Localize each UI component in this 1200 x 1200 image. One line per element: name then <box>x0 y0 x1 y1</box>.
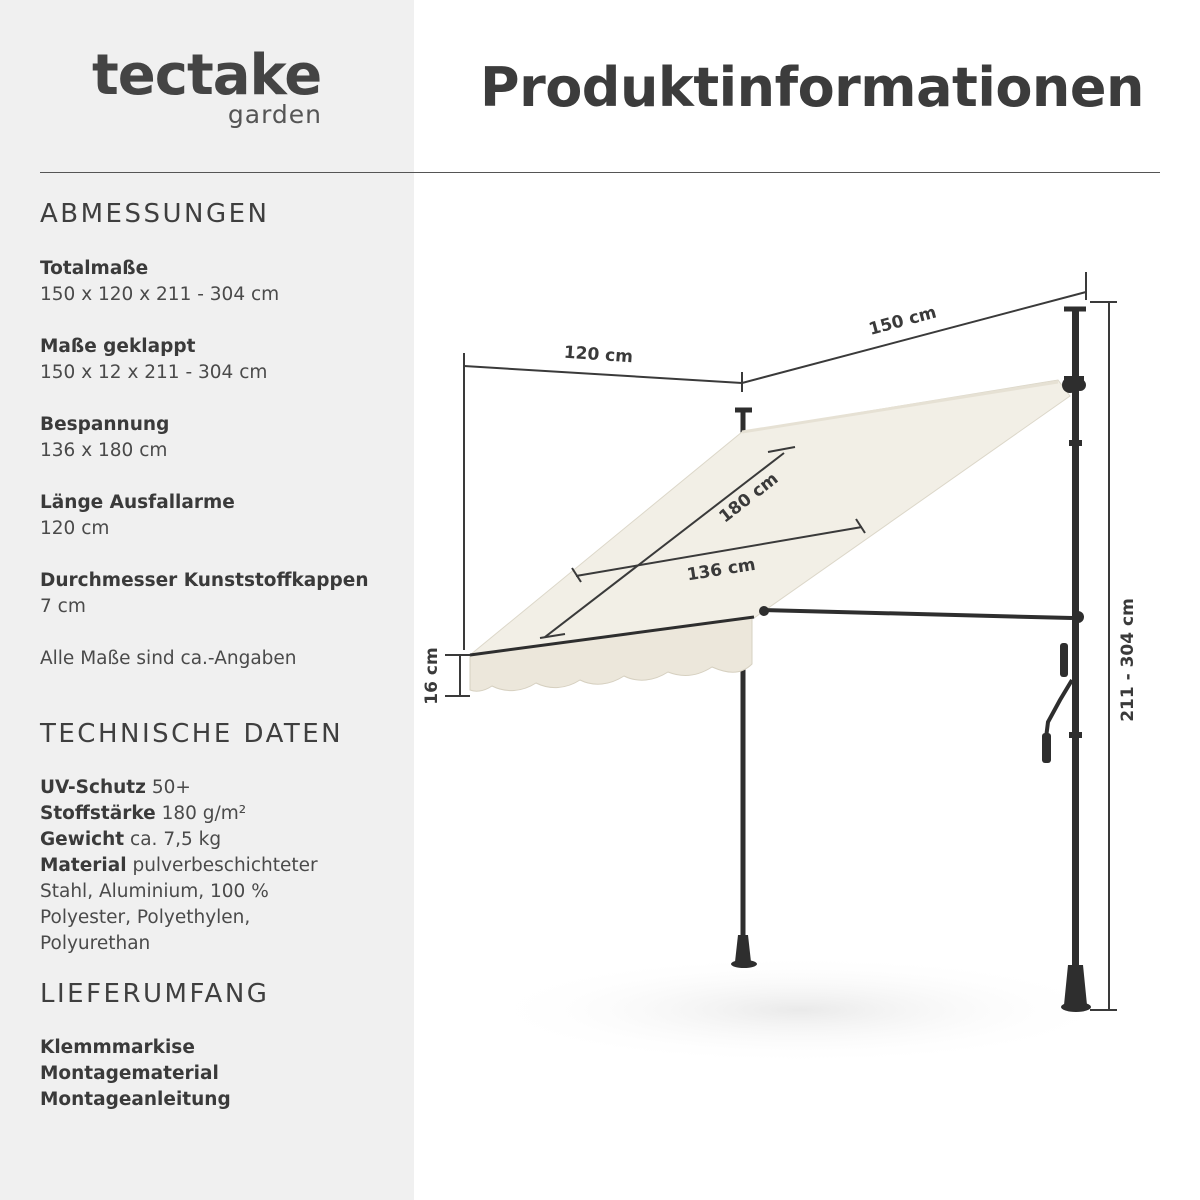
approx-note: Alle Maße sind ca.-Angaben <box>40 648 297 669</box>
spec-value-folded: 150 x 12 x 211 - 304 cm <box>40 362 268 383</box>
label-fabric-length: 180 cm <box>715 468 783 528</box>
tech-material-value-1: pulverbeschichteter <box>132 855 318 876</box>
tech-fabric-value: 180 g/m² <box>161 803 247 824</box>
scope-list <box>40 1035 231 1113</box>
crank-handle <box>1042 643 1072 763</box>
spec-label-cap-diameter: Durchmesser Kunststoffkappen <box>40 570 369 591</box>
spec-value-cover: 136 x 180 cm <box>40 440 168 461</box>
spec-value-arm-length: 120 cm <box>40 518 110 539</box>
tech-weight-value: ca. 7,5 kg <box>130 829 222 850</box>
tech-material-value-2: Stahl, Aluminium, 100 % <box>40 881 269 902</box>
label-fabric-width: 136 cm <box>685 554 757 586</box>
tech-weight-label: Gewicht <box>40 829 125 850</box>
label-valance: 16 cm <box>422 647 442 705</box>
tech-fabric-label: Stoffstärke <box>40 803 156 824</box>
spec-value-cap-diameter: 7 cm <box>40 596 86 617</box>
page-title: Produktinformationen <box>480 56 1144 119</box>
label-width: 150 cm <box>866 302 939 340</box>
dimensions-heading: ABMESSUNGEN <box>40 199 270 229</box>
tech-weight <box>40 827 370 853</box>
awning-diagram <box>414 180 1200 1200</box>
label-height: 211 - 304 cm <box>1118 598 1138 722</box>
tech-material-value-3: Polyester, Polyethylen, <box>40 907 251 928</box>
brand-logo <box>92 44 324 130</box>
spec-label-total: Totalmaße <box>40 258 149 279</box>
scope-heading: LIEFERUMFANG <box>40 979 270 1009</box>
scope-item-awning: Klemmmarkise <box>40 1037 195 1058</box>
header-divider <box>40 172 1160 173</box>
tech-uv-value: 50+ <box>151 777 191 798</box>
spec-label-folded: Maße geklappt <box>40 336 196 357</box>
tech-uv-label: UV-Schutz <box>40 777 146 798</box>
technical-details <box>40 775 370 957</box>
scope-item-instructions: Montageanleitung <box>40 1089 231 1110</box>
tech-uv <box>40 775 370 801</box>
tech-fabric <box>40 801 370 827</box>
tech-material-label: Material <box>40 855 127 876</box>
spec-label-cover: Bespannung <box>40 414 170 435</box>
scope-item-mounting-material: Montagematerial <box>40 1063 219 1084</box>
technical-heading: TECHNISCHE DATEN <box>40 719 344 749</box>
label-depth: 120 cm <box>563 342 634 368</box>
brand-sub: garden <box>227 100 322 129</box>
spec-label-arm-length: Länge Ausfallarme <box>40 492 235 513</box>
tech-material-value-4: Polyurethan <box>40 933 151 954</box>
top-bracket <box>1062 376 1086 393</box>
brand-name: tectake <box>92 43 322 108</box>
floor-shadow <box>480 955 1120 1065</box>
spec-value-total: 150 x 120 x 211 - 304 cm <box>40 284 280 305</box>
tech-material <box>40 853 370 879</box>
